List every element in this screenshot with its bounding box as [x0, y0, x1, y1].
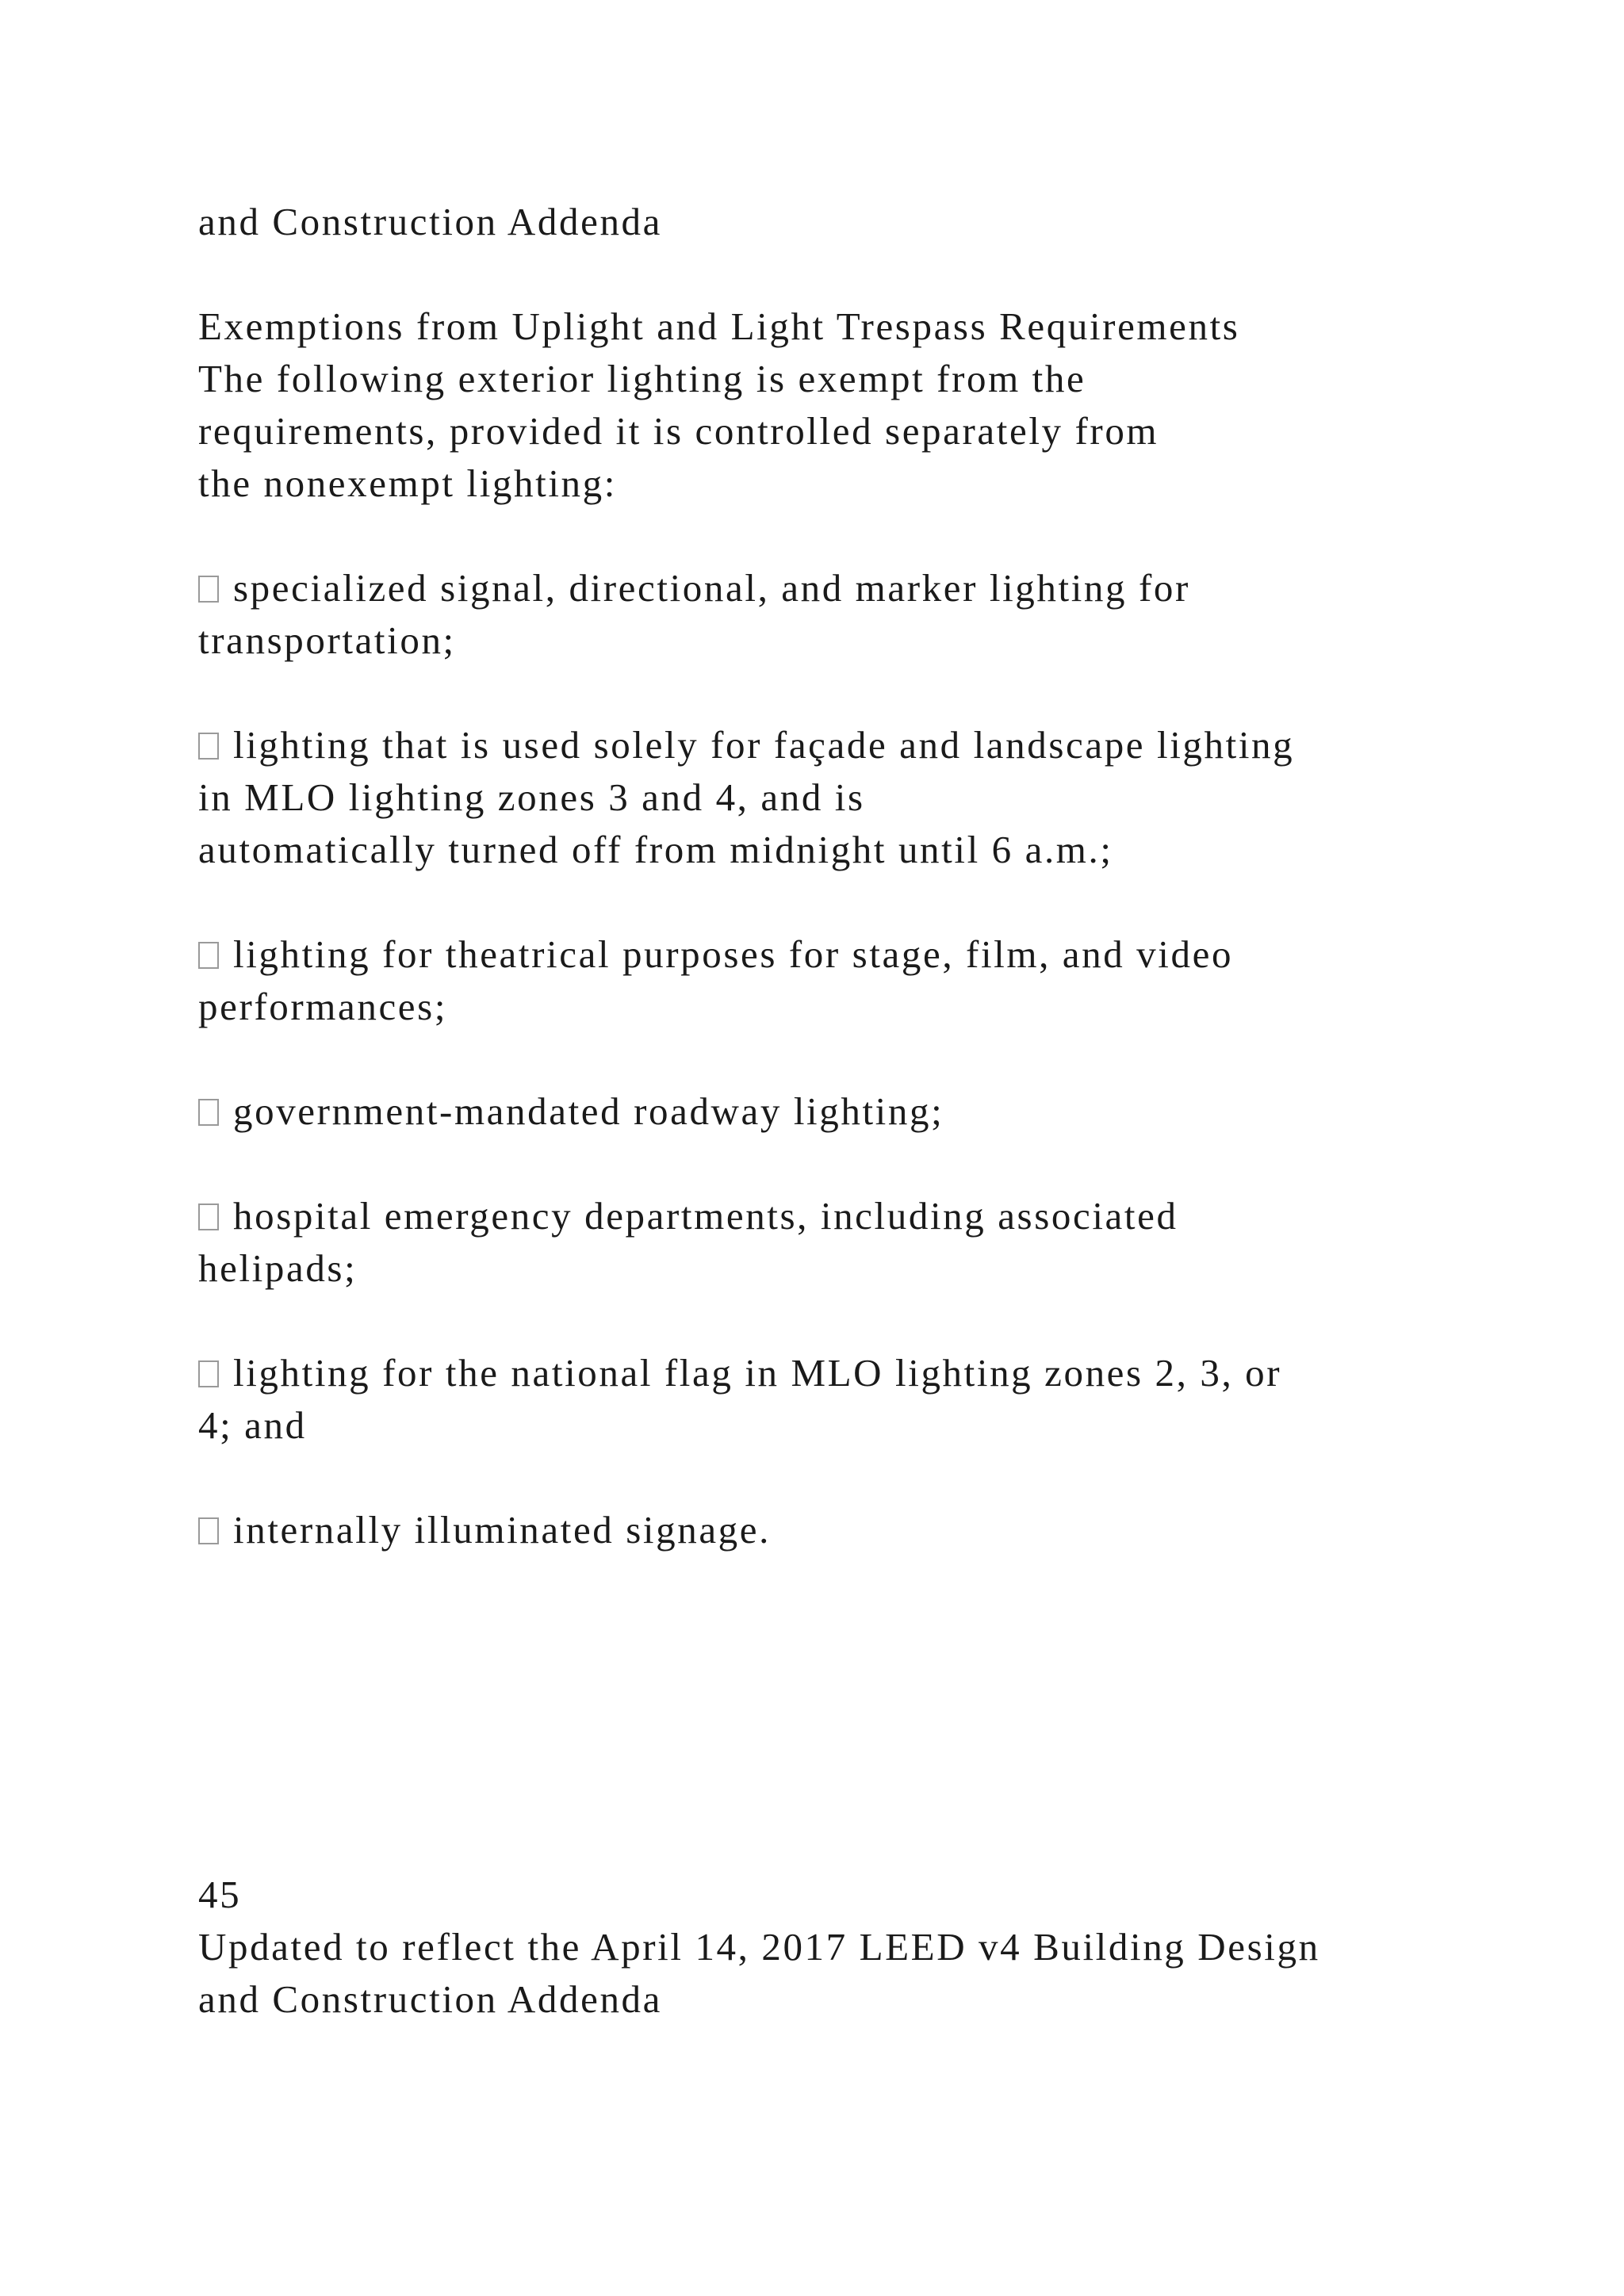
header-continuation: and Construction Addenda — [198, 200, 662, 243]
exemption-item — [198, 1505, 771, 1556]
exemption-text: in MLO lighting zones 3 and 4, and is — [198, 775, 865, 819]
exemption-text: 4; and — [198, 1403, 307, 1447]
missing-glyph-bullet-icon — [198, 1517, 219, 1544]
exemption-text: lighting for theatrical purposes for stage, film, and video — [233, 932, 1234, 976]
missing-glyph-bullet-icon — [198, 576, 219, 603]
exemption-item — [198, 1191, 1178, 1242]
footer-line: and Construction Addenda — [198, 1977, 662, 2021]
missing-glyph-bullet-icon — [198, 1099, 219, 1126]
exemption-item — [198, 720, 1294, 771]
exemption-text: performances; — [198, 985, 448, 1028]
missing-glyph-bullet-icon — [198, 733, 219, 760]
footer-line: Updated to reflect the April 14, 2017 LEED v4 Building Design — [198, 1925, 1320, 1969]
intro-line: the nonexempt lighting: — [198, 461, 617, 505]
intro-line: The following exterior lighting is exempt from the — [198, 357, 1086, 400]
section-heading: Exemptions from Uplight and Light Trespass Requirements — [198, 304, 1240, 348]
exemption-text: internally illuminated signage. — [233, 1508, 771, 1552]
exemption-item — [198, 1348, 1281, 1399]
exemption-text: transportation; — [198, 618, 456, 662]
exemption-text: specialized signal, directional, and marker lighting for — [233, 566, 1190, 610]
exemption-item — [198, 1086, 944, 1137]
exemption-item — [198, 929, 1233, 980]
exemption-item — [198, 563, 1190, 614]
exemption-text: hospital emergency departments, including associated — [233, 1194, 1178, 1238]
missing-glyph-bullet-icon — [198, 942, 219, 969]
missing-glyph-bullet-icon — [198, 1360, 219, 1387]
missing-glyph-bullet-icon — [198, 1203, 219, 1230]
intro-line: requirements, provided it is controlled separately from — [198, 409, 1159, 453]
page-number: 45 — [198, 1873, 242, 1916]
exemption-text: automatically turned off from midnight until 6 a.m.; — [198, 828, 1113, 871]
exemption-text: lighting that is used solely for façade and landscape lighting — [233, 723, 1295, 767]
exemption-text: lighting for the national flag in MLO lighting zones 2, 3, or — [233, 1351, 1282, 1395]
exemption-text: government-mandated roadway lighting; — [233, 1089, 944, 1133]
exemption-text: helipads; — [198, 1246, 358, 1290]
